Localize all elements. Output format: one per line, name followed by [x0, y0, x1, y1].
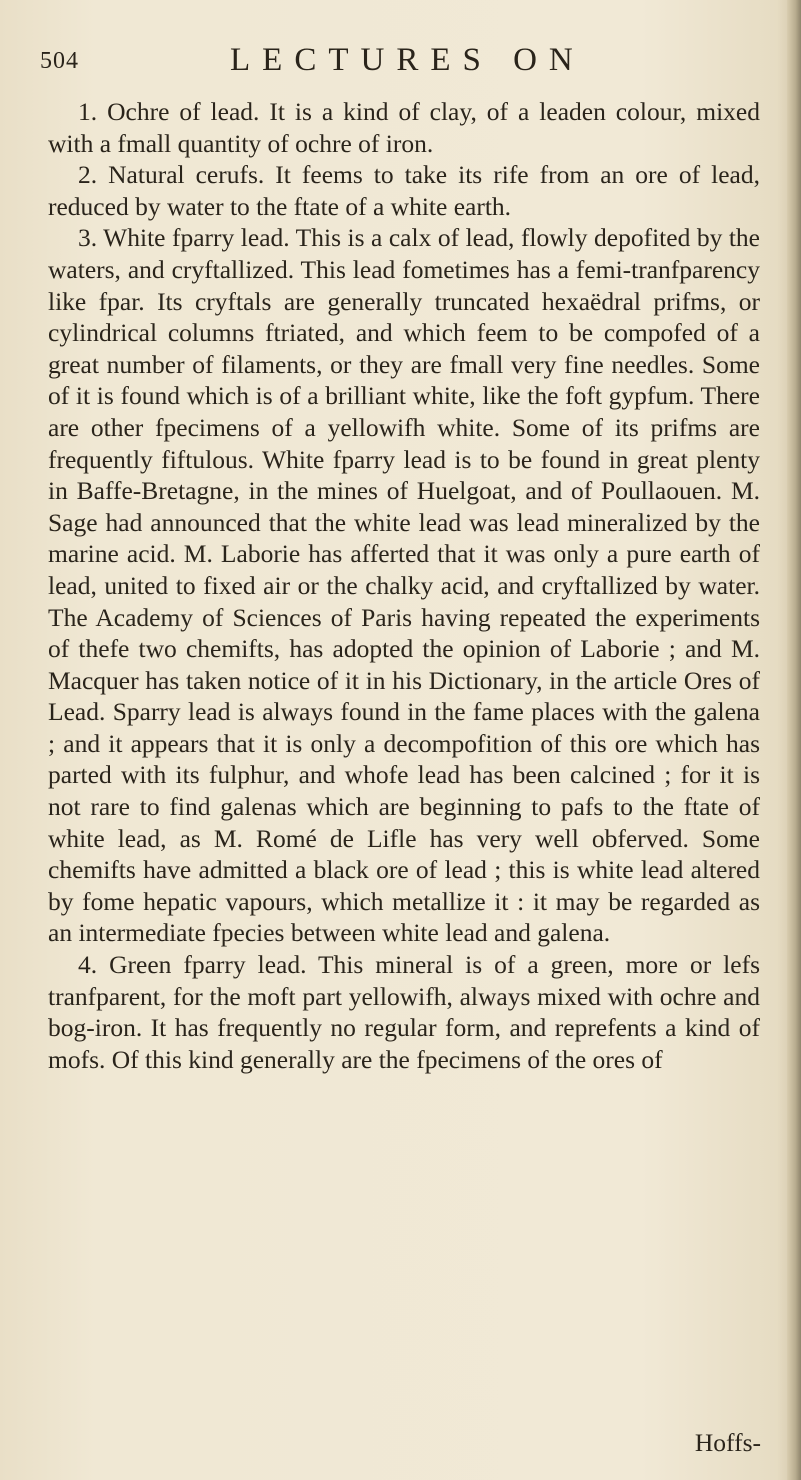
page-header: [40, 42, 760, 82]
running-head: LECTURES ON: [230, 42, 585, 78]
paragraph-green-sparry-lead: 4. Green fparry lead. This mineral is of a green, more or lefs tranfparent, for the moft part yellowifh, always mixed with ochre and bog-iron. It has frequently no regular form, and reprefents a kind of mofs. Of this kind generally are the fpecimens of the ores of: [48, 950, 760, 1074]
body-text: [48, 96, 760, 1075]
paragraph-natural-cerufs: 2. Natural cerufs. It feems to take its rife from an ore of lead, reduced by water to the ftate of a white earth.: [48, 160, 760, 221]
catchword: Hoffs-: [694, 1428, 761, 1457]
paragraph-ochre-of-lead: 1. Ochre of lead. It is a kind of clay, of a leaden colour, mixed with a fmall quantity of ochre of iron.: [48, 97, 760, 158]
page-number: 504: [40, 48, 79, 74]
paragraph-white-sparry-lead: 3. White fparry lead. This is a calx of lead, flowly depofited by the waters, and cryftallized. This lead fometimes has a femi-tranfparency like fpar. Its cryftals are generally truncated hexaëdral prifms, or cylindrical columns ftriated, and which feem to be compofed of a great number of filaments, or they are fmall very fine needles. Some of it is found which is of a brilliant white, like the foft gypfum. There are other fpecimens of a yellowifh white. Some of its prifms are frequently fiftulous. White fparry lead is to be found in great plenty in Baffe-Bretagne, in the mines of Huelgoat, and of Poullaouen. M. Sage had announced that the white lead was lead mineralized by the marine acid. M. Laborie has afferted that it was only a pure earth of lead, united to fixed air or the chalky acid, and cryftallized by water. The Academy of Sciences of Paris having repeated the experiments of thefe two chemifts, has adopted the opinion of Laborie ; and M. Macquer has taken notice of it in his Dictionary, in the article Ores of Lead. Sparry lead is always found in the fame places with the galena ; and it appears that it is only a decompofition of this ore which has parted with its fulphur, and whofe lead has been calcined ; for it is not rare to find galenas which are beginning to pafs to the ftate of white lead, as M. Romé de Lifle has very well obferved. Some chemifts have admitted a black ore of lead ; this is white lead altered by fome hepatic vapours, which metallize it : it may be regarded as an intermediate fpecies between white lead and galena.: [48, 223, 760, 948]
page-edge-shadow: [787, 0, 801, 1480]
